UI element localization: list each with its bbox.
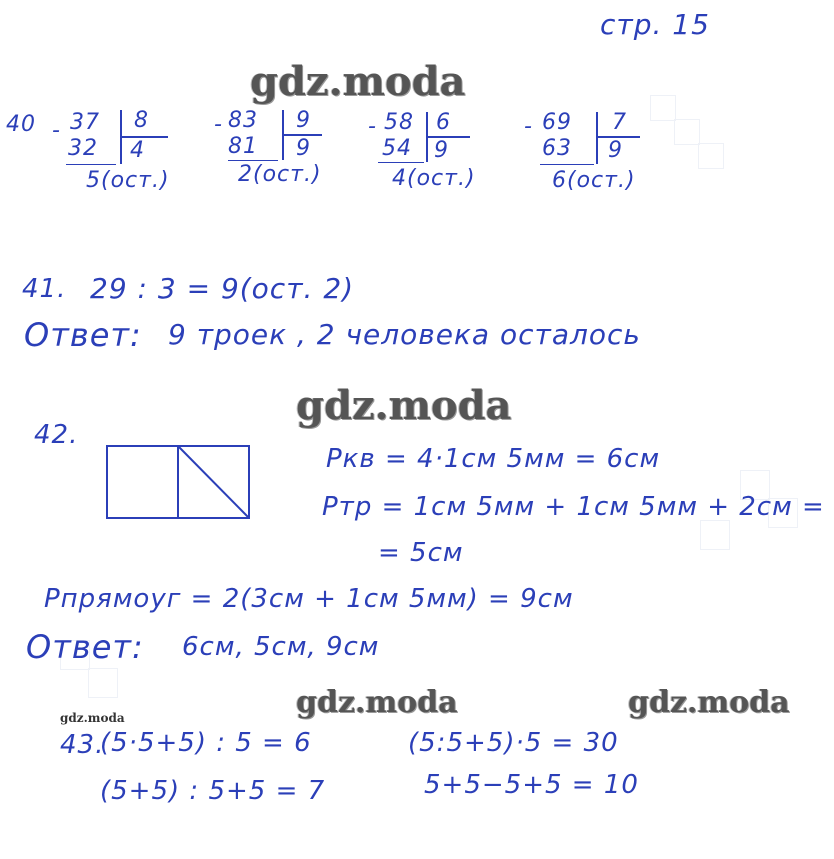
division-sign: - bbox=[52, 118, 61, 143]
division-bar bbox=[228, 160, 278, 161]
background-grid-mark bbox=[700, 520, 730, 550]
division-divisor: 9 bbox=[296, 108, 311, 133]
division-dividend: 83 bbox=[228, 108, 258, 133]
task42-p-triangle-result: = 5см bbox=[378, 538, 464, 568]
task42-number: 42. bbox=[34, 420, 79, 450]
background-grid-mark bbox=[88, 668, 118, 698]
division-subtrahend: 81 bbox=[228, 134, 258, 159]
division-dividend: 58 bbox=[384, 110, 414, 135]
division-bar bbox=[378, 162, 424, 163]
division-quotient: 9 bbox=[434, 138, 449, 163]
division-divisor: 6 bbox=[436, 110, 451, 135]
task43-expr2: (5:5+5)·5 = 30 bbox=[408, 728, 619, 758]
division-remainder: 2(ост.) bbox=[238, 162, 322, 187]
division-subtrahend: 32 bbox=[68, 136, 98, 161]
division-bar bbox=[66, 164, 116, 165]
page-label: стр. 15 bbox=[600, 8, 710, 41]
division-sign: - bbox=[214, 112, 223, 137]
division-remainder: 4(ост.) bbox=[392, 166, 476, 191]
division-dividend: 69 bbox=[542, 110, 572, 135]
division-1 bbox=[50, 108, 190, 198]
division-quotient: 9 bbox=[296, 136, 311, 161]
division-quotient: 9 bbox=[608, 138, 623, 163]
watermark-middle: gdz.moda bbox=[296, 382, 512, 429]
background-grid-mark bbox=[698, 143, 724, 169]
division-subtrahend: 63 bbox=[542, 136, 572, 161]
task43-expr4: 5+5−5+5 = 10 bbox=[424, 770, 639, 800]
division-2 bbox=[212, 108, 352, 198]
task43-number: 43. bbox=[60, 730, 105, 760]
watermark-top: gdz.moda bbox=[250, 58, 466, 105]
task41-expression: 29 : 3 = 9(ост. 2) bbox=[90, 272, 355, 305]
division-remainder: 5(ост.) bbox=[86, 168, 170, 193]
watermark-bottom-right: gdz.moda bbox=[628, 685, 790, 720]
division-4 bbox=[524, 110, 684, 200]
task43-expr3: (5+5) : 5+5 = 7 bbox=[100, 776, 326, 806]
watermark-bottom-left: gdz.moda bbox=[296, 685, 458, 720]
task43-expr1: (5·5+5) : 5 = 6 bbox=[100, 728, 312, 758]
task42-p-triangle: Pтр = 1см 5мм + 1см 5мм + 2см = bbox=[322, 492, 825, 522]
division-3 bbox=[368, 110, 508, 200]
division-divisor: 7 bbox=[612, 110, 627, 135]
division-dividend: 37 bbox=[70, 110, 100, 135]
task41-answer-text: 9 троек , 2 человека осталось bbox=[168, 318, 641, 351]
rectangle-figure bbox=[104, 443, 254, 523]
division-sign: - bbox=[524, 114, 533, 139]
task42-answer-text: 6см, 5см, 9см bbox=[182, 632, 380, 662]
division-divisor: 8 bbox=[134, 108, 149, 133]
task42-p-rect: Pпрямоуг = 2(3см + 1см 5мм) = 9см bbox=[44, 584, 574, 614]
division-subtrahend: 54 bbox=[382, 136, 412, 161]
division-bar bbox=[540, 164, 594, 165]
division-bar bbox=[596, 112, 598, 164]
watermark-tiny: gdz.moda bbox=[60, 711, 125, 725]
division-remainder: 6(ост.) bbox=[552, 168, 636, 193]
task42-p-square: Pкв = 4·1см 5мм = 6см bbox=[326, 444, 661, 474]
task40-number: 40 bbox=[6, 112, 36, 137]
division-sign: - bbox=[368, 114, 377, 139]
task42-answer-label: Ответ: bbox=[26, 628, 144, 666]
task41-answer-label: Ответ: bbox=[24, 316, 142, 354]
task41-number: 41. bbox=[22, 274, 67, 304]
triangle-diagonal bbox=[178, 446, 249, 518]
division-quotient: 4 bbox=[130, 138, 145, 163]
